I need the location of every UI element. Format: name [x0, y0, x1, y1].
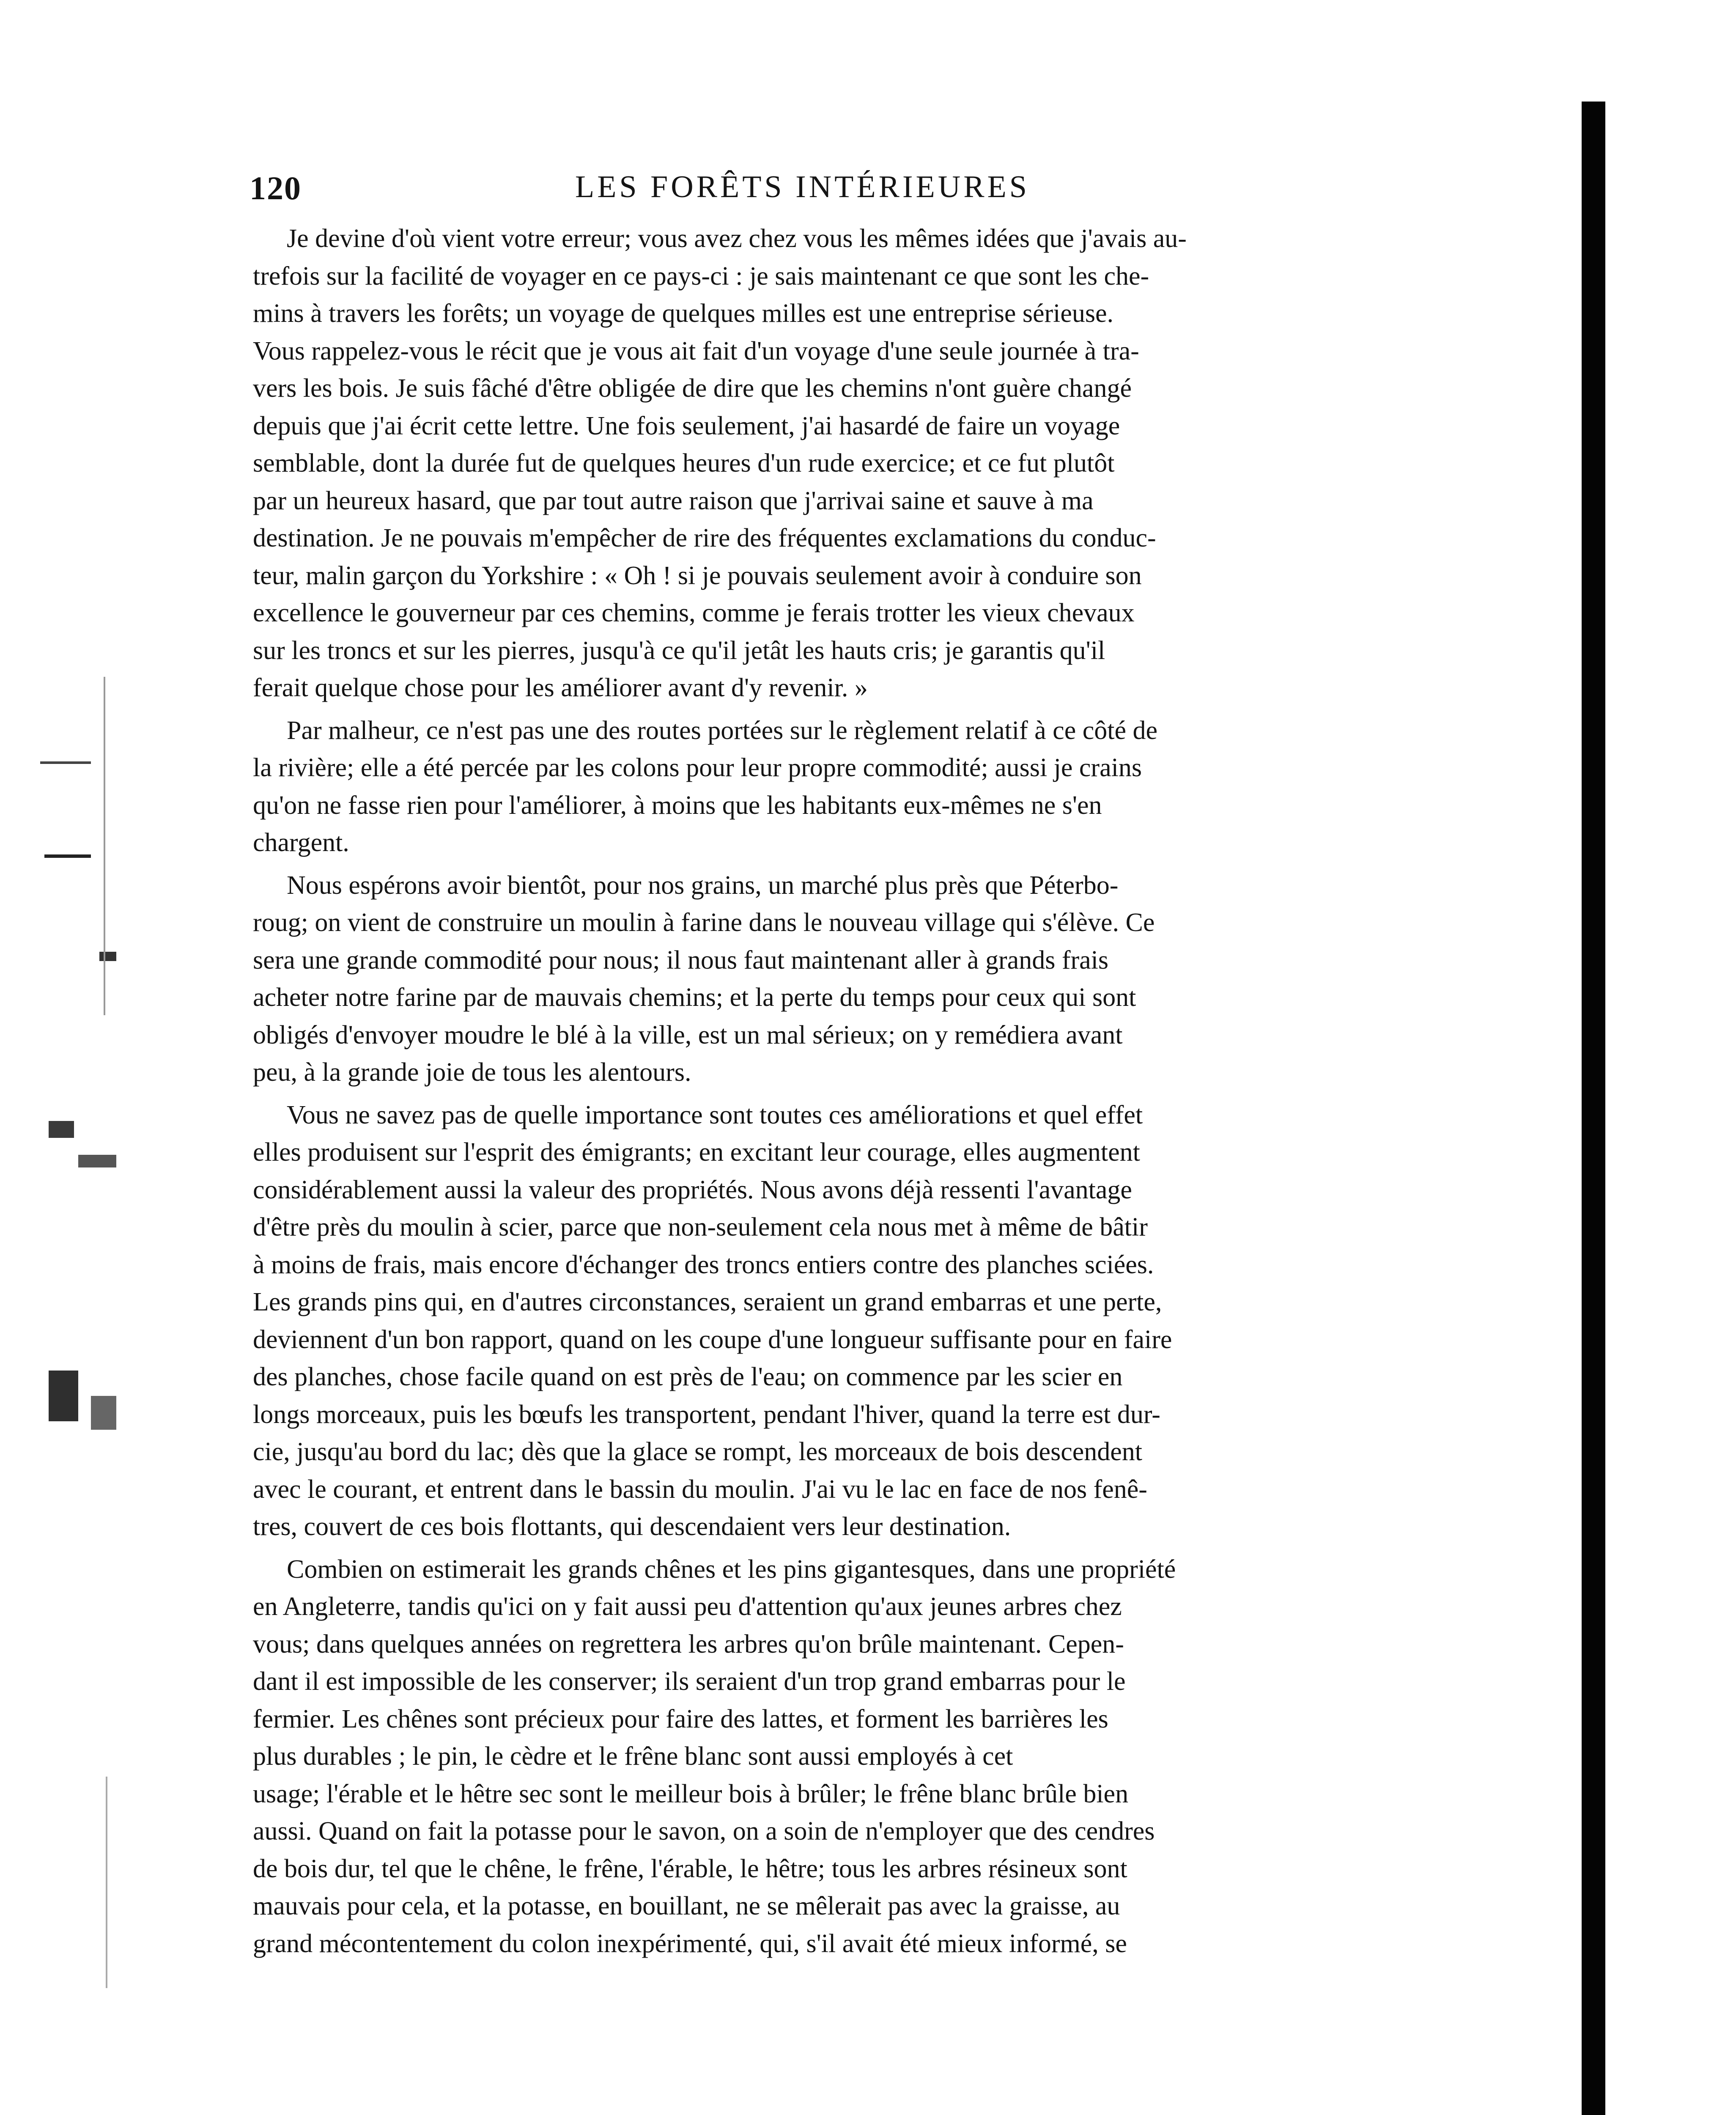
text-line: ferait quelque chose pour les améliorer avant d'y revenir. »: [253, 673, 868, 702]
text-line: Je devine d'où vient votre erreur; vous avez chez vous les mêmes idées que j'avais au-: [287, 224, 1187, 253]
text-line: Nous espérons avoir bientôt, pour nos grains, un marché plus près que Péterbo-: [287, 871, 1119, 900]
text-line: Combien on estimerait les grands chênes et les pins gigantesques, dans une propriété: [287, 1555, 1176, 1584]
paragraph: [253, 220, 1390, 707]
text-line: teur, malin garçon du Yorkshire : « Oh ! si je pouvais seulement avoir à conduire son: [253, 561, 1142, 590]
text-line: deviennent d'un bon rapport, quand on les coupe d'une longueur suffisante pour en faire: [253, 1325, 1172, 1354]
text-line: d'être près du moulin à scier, parce que non-seulement cela nous met à même de bâtir: [253, 1213, 1148, 1242]
text-line: Par malheur, ce n'est pas une des routes portées sur le règlement relatif à ce côté de: [287, 716, 1157, 745]
text-line: depuis que j'ai écrit cette lettre. Une fois seulement, j'ai hasardé de faire un voyage: [253, 411, 1120, 440]
paragraph: [253, 712, 1390, 862]
text-line: cie, jusqu'au bord du lac; dès que la glace se rompt, les morceaux de bois descendent: [253, 1437, 1142, 1466]
text-line: de bois dur, tel que le chêne, le frêne, l'érable, le hêtre; tous les arbres résineux sont: [253, 1854, 1127, 1883]
text-line: longs morceaux, puis les bœufs les transportent, pendant l'hiver, quand la terre est dur-: [253, 1400, 1160, 1429]
text-line: aussi. Quand on fait la potasse pour le savon, on a soin de n'employer que des cendres: [253, 1817, 1155, 1846]
text-line: usage; l'érable et le hêtre sec sont le meilleur bois à brûler; le frêne blanc brûle bien: [253, 1779, 1129, 1808]
text-line: elles produisent sur l'esprit des émigrants; en excitant leur courage, elles augmentent: [253, 1138, 1140, 1167]
text-line: vous; dans quelques années on regrettera les arbres qu'on brûle maintenant. Cepen-: [253, 1629, 1124, 1659]
text-line: vers les bois. Je suis fâché d'être obligée de dire que les chemins n'ont guère changé: [253, 374, 1132, 403]
text-line: sur les troncs et sur les pierres, jusqu'à ce qu'il jetât les hauts cris; je garantis qu'il: [253, 636, 1105, 665]
text-line: grand mécontentement du colon inexpérimenté, qui, s'il avait été mieux informé, se: [253, 1929, 1127, 1958]
text-line: sera une grande commodité pour nous; il nous faut maintenant aller à grands frais: [253, 945, 1108, 975]
text-line: semblable, dont la durée fut de quelques heures d'un rude exercice; et ce fut plutôt: [253, 449, 1115, 478]
text-line: avec le courant, et entrent dans le bassin du moulin. J'ai vu le lac en face de nos fenê-: [253, 1475, 1147, 1504]
text-line: obligés d'envoyer moudre le blé à la ville, est un mal sérieux; on y remédiera avant: [253, 1020, 1123, 1049]
text-line: la rivière; elle a été percée par les colons pour leur propre commodité; aussi je crains: [253, 753, 1142, 782]
body-text: [253, 220, 1390, 1962]
text-line: roug; on vient de construire un moulin à farine dans le nouveau village qui s'élève. Ce: [253, 908, 1155, 937]
running-title: LES FORÊTS INTÉRIEURES: [575, 170, 1030, 204]
text-line: peu, à la grande joie de tous les alentours.: [253, 1058, 691, 1087]
text-line: en Angleterre, tandis qu'ici on y fait aussi peu d'attention qu'aux jeunes arbres chez: [253, 1592, 1122, 1621]
text-line: tres, couvert de ces bois flottants, qui descendaient vers leur destination.: [253, 1512, 1011, 1541]
text-line: par un heureux hasard, que par tout autre raison que j'arrivai saine et sauve à ma: [253, 486, 1094, 515]
page-number: 120: [250, 170, 302, 206]
text-line: dant il est impossible de les conserver; ils seraient d'un trop grand embarras pour le: [253, 1667, 1126, 1696]
text-line: des planches, chose facile quand on est près de l'eau; on commence par les scier en: [253, 1362, 1123, 1391]
text-line: acheter notre farine par de mauvais chemins; et la perte du temps pour ceux qui sont: [253, 983, 1136, 1012]
text-line: destination. Je ne pouvais m'empêcher de rire des fréquentes exclamations du conduc-: [253, 524, 1156, 552]
text-line: plus durables ; le pin, le cèdre et le frêne blanc sont aussi employés à cet: [253, 1742, 1013, 1771]
text-line: Vous rappelez-vous le récit que je vous ait fait d'un voyage d'une seule journée à tra-: [253, 336, 1139, 365]
text-line: qu'on ne fasse rien pour l'améliorer, à moins que les habitants eux-mêmes ne s'en: [253, 791, 1102, 820]
text-line: chargent.: [253, 828, 349, 857]
text-line: considérablement aussi la valeur des propriétés. Nous avons déjà ressenti l'avantage: [253, 1175, 1132, 1204]
text-line: à moins de frais, mais encore d'échanger des troncs entiers contre des planches sciées.: [253, 1250, 1154, 1279]
paragraph: [253, 1096, 1390, 1546]
text-line: mins à travers les forêts; un voyage de quelques milles est une entreprise sérieuse.: [253, 299, 1114, 328]
paragraph: [253, 1551, 1390, 1963]
paragraph: [253, 867, 1390, 1091]
binding-margin-noise: [40, 254, 150, 2115]
text-line: trefois sur la facilité de voyager en ce pays-ci : je sais maintenant ce que sont les che-: [253, 261, 1149, 291]
text-line: Vous ne savez pas de quelle importance sont toutes ces améliorations et quel effet: [287, 1100, 1143, 1129]
text-line: excellence le gouverneur par ces chemins, comme je ferais trotter les vieux chevaux: [253, 599, 1135, 627]
text-line: mauvais pour cela, et la potasse, en bouillant, ne se mêlerait pas avec la graisse, au: [253, 1892, 1120, 1920]
text-line: Les grands pins qui, en d'autres circonstances, seraient un grand embarras et une perte,: [253, 1288, 1162, 1316]
page-edge-shadow: [1582, 102, 1605, 2115]
page-header: [250, 169, 1391, 220]
text-line: fermier. Les chênes sont précieux pour faire des lattes, et forment les barrières les: [253, 1704, 1108, 1733]
